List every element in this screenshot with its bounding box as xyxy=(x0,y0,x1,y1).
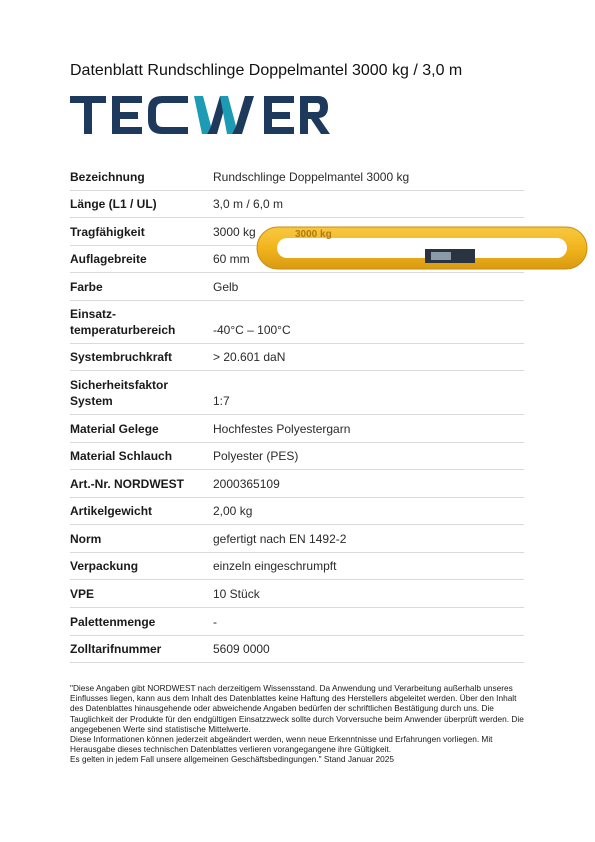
spec-label-line: Norm xyxy=(70,532,102,546)
disclaimer-paragraph: Es gelten in jedem Fall unsere allgemeinen Geschäftsbedingungen." Stand Januar 2025 xyxy=(70,754,394,765)
disclaimer-paragraph: Diese Informationen können jederzeit abgeändert werden, wenn neue Erkenntnisse und Erfahrungen vorliegen. Mit Herausgabe dieses technischen Datenblattes verlieren vorangegangene ihre Gültigkeit. xyxy=(70,734,493,755)
row-divider xyxy=(70,300,524,301)
row-divider xyxy=(70,442,524,443)
spec-label xyxy=(70,170,145,185)
spec-label xyxy=(70,225,145,240)
spec-label xyxy=(70,280,103,295)
row-divider xyxy=(70,370,524,371)
spec-value: Gelb xyxy=(213,280,239,294)
row-divider xyxy=(70,343,524,344)
spec-value: 10 Stück xyxy=(213,587,260,601)
spec-value: 3000 kg xyxy=(213,225,256,239)
spec-label-line: Bezeichnung xyxy=(70,170,145,184)
spec-value: Polyester (PES) xyxy=(213,449,299,463)
spec-value: einzeln eingeschrumpft xyxy=(213,559,337,573)
spec-value: > 20.601 daN xyxy=(213,350,286,364)
spec-value: 1:7 xyxy=(213,394,230,408)
disclaimer xyxy=(70,683,530,765)
spec-label xyxy=(70,422,159,437)
spec-value: 2000365109 xyxy=(213,477,280,491)
sling-print-text: 3000 kg xyxy=(295,229,332,240)
spec-value: Hochfestes Polyestergarn xyxy=(213,422,351,436)
spec-label xyxy=(70,615,155,630)
spec-label xyxy=(70,504,152,519)
spec-label-line: Material Schlauch xyxy=(70,449,173,463)
row-divider xyxy=(70,469,524,470)
spec-value: Rundschlinge Doppelmantel 3000 kg xyxy=(213,170,410,184)
spec-label xyxy=(70,378,168,409)
spec-label-line: Auflagebreite xyxy=(70,252,147,266)
spec-value: 3,0 m / 6,0 m xyxy=(213,197,284,211)
spec-label xyxy=(70,532,101,547)
spec-label xyxy=(70,449,172,464)
spec-value: -40°C – 100°C xyxy=(213,323,291,337)
row-divider xyxy=(70,607,524,608)
spec-value: 60 mm xyxy=(213,252,250,266)
spec-label-line: temperaturbereich xyxy=(70,323,176,337)
row-divider xyxy=(70,579,524,580)
spec-label xyxy=(70,252,147,267)
spec-value: gefertigt nach EN 1492-2 xyxy=(213,532,347,546)
spec-label-line: Systembruchkraft xyxy=(70,350,173,364)
spec-label-line: Farbe xyxy=(70,280,103,294)
row-divider xyxy=(70,217,524,218)
row-divider xyxy=(70,414,524,415)
spec-label xyxy=(70,477,184,492)
row-divider xyxy=(70,190,524,191)
spec-value: 2,00 kg xyxy=(213,504,253,518)
row-divider xyxy=(70,635,524,636)
spec-label-line: Sicherheitsfaktor xyxy=(70,378,169,392)
spec-label xyxy=(70,307,175,338)
spec-label-line: Einsatz- xyxy=(70,307,117,321)
spec-label-line: Länge (L1 / UL) xyxy=(70,197,157,211)
spec-value: 5609 0000 xyxy=(213,642,270,656)
spec-label-line: Tragfähigkeit xyxy=(70,225,145,239)
spec-label xyxy=(70,350,172,365)
spec-label-line: Material Gelege xyxy=(70,422,159,436)
row-divider xyxy=(70,497,524,498)
spec-label xyxy=(70,197,157,212)
page-title: Datenblatt Rundschlinge Doppelmantel 3000 kg / 3,0 m xyxy=(70,62,463,79)
row-divider xyxy=(70,662,524,663)
spec-label-line: Artikelgewicht xyxy=(70,504,153,518)
spec-label-line: Palettenmenge xyxy=(70,615,156,629)
round-sling-image xyxy=(255,221,590,273)
row-divider xyxy=(70,524,524,525)
spec-label xyxy=(70,587,94,602)
tecwerk-logo xyxy=(70,92,330,140)
spec-label xyxy=(70,642,161,657)
spec-label-line: System xyxy=(70,394,113,408)
spec-value: - xyxy=(213,615,217,629)
disclaimer-paragraph: "Diese Angaben gibt NORDWEST nach derzeitigem Wissensstand. Da Anwendung und Verarbeitung außerhalb unseres Einflusses liegen, kann aus dem Inhalt des Datenblattes keine Haftung des Herstellers abgeleitet werden. Über den Inhalt des Datenblattes hinausgehende oder abweichende Angaben bedürfen der schriftlichen Bestätigung durch uns. Die Tauglichkeit der Produkte für den endgültigen Einsatzzweck sollte durch Vorversuche beim Anwender überprüft werden. Die angegebenen Werte sind statistische Mittelwerte. xyxy=(70,683,524,734)
spec-label-line: Verpackung xyxy=(70,559,139,573)
spec-label-line: Zolltarifnummer xyxy=(70,642,162,656)
row-divider xyxy=(70,552,524,553)
spec-label xyxy=(70,559,138,574)
spec-label-line: VPE xyxy=(70,587,95,601)
spec-label-line: Art.-Nr. NORDWEST xyxy=(70,477,184,491)
